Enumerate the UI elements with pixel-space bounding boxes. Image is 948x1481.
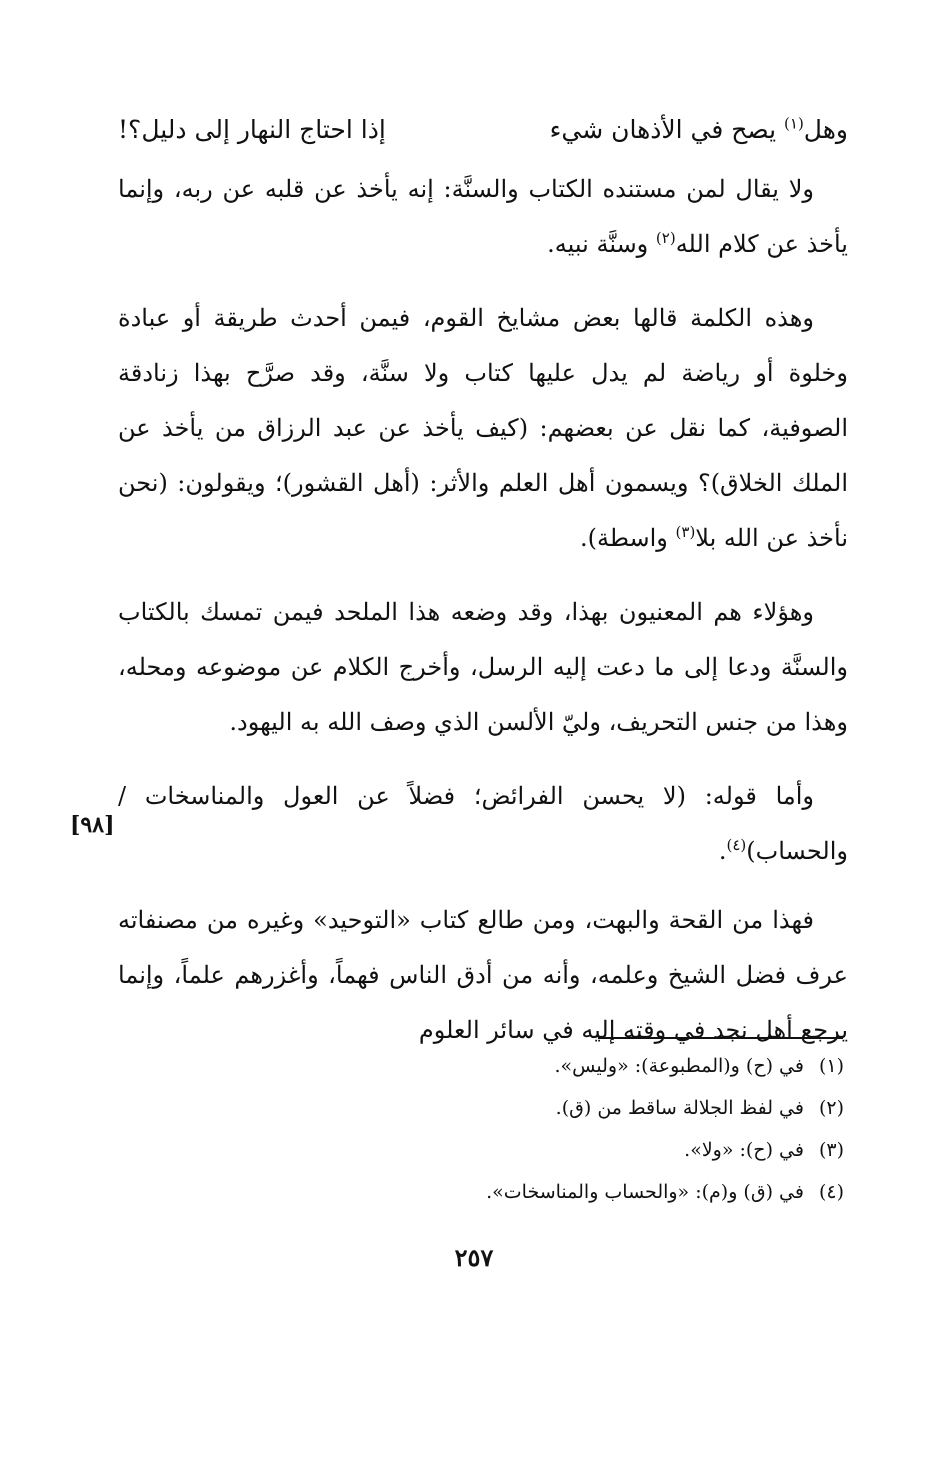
- footnote-text: في (ح): «ولا».: [684, 1139, 804, 1161]
- paragraph-3: وهؤلاء هم المعنيون بهذا، وقد وضعه هذا الملحد فيمن تمسك بالكتاب والسنَّة ودعا إلى ما دعت إليه الرسل، وأخرج الكلام عن موضوعه ومحله، وهذا من جنس التحريف، وليّ الألسن الذي وصف الله به اليهود.: [118, 598, 848, 736]
- footnote-number: (١): [818, 1055, 844, 1077]
- footnote-text: في (ح) و(المطبوعة): «وليس».: [554, 1055, 804, 1077]
- paragraph-1: ولا يقال لمن مستنده الكتاب والسنَّة: إنه يأخذ عن قلبه عن ربه، وإنما يأخذ عن كلام الله$^{(٢)}$ وسنَّة نبيه.: [118, 175, 848, 258]
- footnote-item: [114, 1129, 844, 1171]
- verse-second-hemistich: إذا احتاج النهار إلى دليل؟!: [118, 115, 386, 144]
- footnote-item: [114, 1171, 844, 1213]
- page-number: ٢٥٧: [454, 1243, 494, 1272]
- verse-first-hemistich: وهل$^{(١)}$ يصح في الأذهان شيء: [549, 114, 848, 144]
- footnote-number: (٣): [818, 1139, 844, 1161]
- footnote-number: (٢): [818, 1097, 844, 1119]
- footnote-text: في لفظ الجلالة ساقط من (ق).: [555, 1097, 804, 1119]
- paragraph-5: فهذا من القحة والبهت، ومن طالع كتاب «التوحيد» وغيره من مصنفاته عرف فضل الشيخ وعلمه، وأنه من أدق الناس فهماً، وأغزرهم علماً، وإنما يرجع أهل نجد في وقته إليه في سائر العلوم: [118, 906, 848, 1044]
- footnote-item: [114, 1045, 844, 1087]
- footnote-item: [114, 1087, 844, 1129]
- paragraph-4: وأما قوله: (لا يحسن الفرائض؛ فضلاً عن العول والمناسخات / والحساب)$^{(٤)}$.: [118, 782, 848, 865]
- footnote-divider: [598, 1037, 843, 1039]
- manuscript-page-marker: [٩٨]: [70, 812, 115, 838]
- footnote-text: في (ق) و(م): «والحساب والمناسخات».: [486, 1181, 804, 1203]
- footnotes: [114, 1045, 844, 1213]
- main-text: [118, 162, 848, 1058]
- poetry-verse: [118, 108, 848, 152]
- footnote-number: (٤): [818, 1181, 844, 1203]
- paragraph-2: وهذه الكلمة قالها بعض مشايخ القوم، فيمن أحدث طريقة أو عبادة وخلوة أو رياضة لم يدل عليها كتاب ولا سنَّة، وقد صرَّح بهذا زنادقة الصوفية، كما نقل عن بعضهم: (كيف يأخذ عن عبد الرزاق من يأخذ عن الملك الخلاق)؟ ويسمون أهل العلم والأثر: (أهل القشور)؛ ويقولون: (نحن نأخذ عن الله بلا$^{(٣)}$ واسطة).: [118, 304, 848, 552]
